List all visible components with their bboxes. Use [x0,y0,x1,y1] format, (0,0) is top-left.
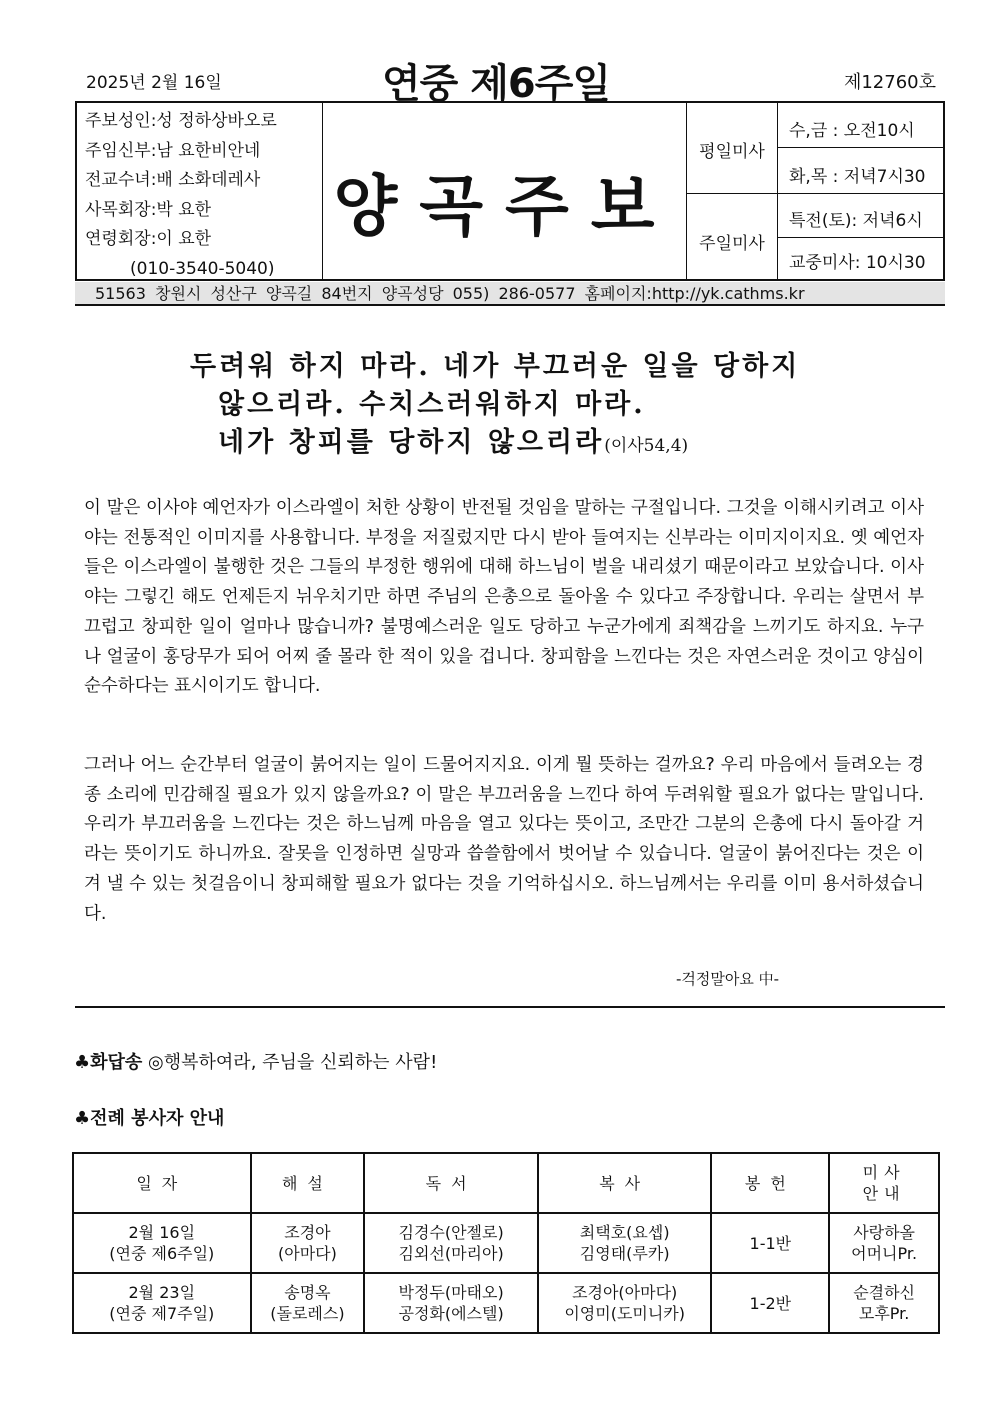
col-offering: 봉헌 [711,1153,829,1213]
row-commentary-sub: (아마다) [278,1244,337,1263]
staff-phone: (010-3540-5040) [130,258,275,279]
duty-title: ♣전례 봉사자 안내 [74,1108,225,1129]
row-date-sub: (연중 제6주일) [109,1244,215,1263]
row-server-1: 조경아(아마다) [572,1283,678,1302]
row-reader-1: 김경수(안젤로) [398,1223,504,1242]
row-reader-2: 김외선(마리아) [398,1244,504,1263]
col-reader: 독서 [364,1153,538,1213]
row-date: 2월 16일 [128,1223,196,1242]
staff-council-chair: 사목회장:박 요한 [85,199,212,220]
row-commentary-sub: (돌로레스) [270,1304,345,1323]
col-server: 복사 [538,1153,712,1213]
psalm-label: ♣화답송 [74,1052,143,1073]
staff-pastor: 주임신부:남 요한비안네 [85,140,261,161]
address-bar [75,282,945,306]
row-usher-1: 사랑하올 [853,1223,916,1242]
verse-line-2: 않으리라. 수치스러워하지 마라. [218,389,646,420]
row-offering: 1-2반 [711,1273,829,1333]
masthead-box [75,101,945,281]
article-source: -걱정말아요 中- [676,970,780,988]
sunday-mass-time-2: 교중미사: 10시30 [789,253,926,273]
row-usher-2: 어머니Pr. [851,1244,918,1263]
col-commentary: 해설 [251,1153,365,1213]
staff-patron: 주보성인:성 정하상바오로 [85,111,277,131]
divider [777,103,778,279]
duty-section-title [74,1104,224,1130]
psalm-text: ◎행복하여라, 주님을 신뢰하는 사람! [148,1052,438,1073]
divider [686,193,943,194]
table-row [73,1213,939,1273]
psalm-section [74,1048,437,1074]
verse-line-1: 두려워 하지 마라. 네가 부끄러운 일을 당하지 [190,351,801,382]
row-server-2: 김영태(루카) [579,1244,670,1263]
divider [777,237,943,238]
col-date: 일자 [73,1153,251,1213]
duty-table [72,1152,940,1334]
page-title: 연중 제6주일 [382,61,610,107]
scripture-verse [190,348,800,465]
weekday-mass-time-1: 수,금 : 오전10시 [789,121,915,141]
sunday-mass-time-1: 특전(토): 저녁6시 [789,211,923,231]
staff-list [85,107,277,284]
table-header-row [73,1153,939,1213]
article-paragraph-2: 그러나 어느 순간부터 얼굴이 붉어지는 일이 드물어지지요. 이게 뭘 뜻하는 걸까요? 우리 마음에서 들려오는 경종 소리에 민감해질 필요가 있지 않을까요? 이 말은 부끄러움을 느낀다 하여 두려워할 필요가 없다는 말입니다. 우리가 부끄러움을 느낀다는 것은 하느님께 마음을 열고 있다는 뜻이고, 조만간 그분의 은총에 다시 돌아갈 거라는 뜻이기도 하니까요. 잘못을 인정하면 실망과 씁쓸함에서 벗어날 수 있습니다. 얼굴이 붉어진다는 것은 이겨 낼 수 있는 첫걸음이니 창피해할 필요가 없다는 것을 기억하십시오. 하느님께서는 우리를 이미 용서하셨습니다. [84,755,924,924]
address-text: 51563 창원시 성산구 양곡길 84번지 양곡성당 055) 286-0577 홈페이지:http://yk.cathms.kr [95,284,805,303]
row-server-1: 최택호(요셉) [579,1223,670,1242]
section-divider [75,1006,945,1008]
divider [777,147,943,148]
row-usher-2: 모후Pr. [858,1304,910,1323]
row-offering: 1-1반 [711,1213,829,1273]
verse-reference: (이사54,4) [604,436,689,456]
row-commentary: 조경아 [284,1223,331,1242]
col-usher: 미사 안내 [829,1153,939,1213]
staff-sister: 전교수녀:배 소화데레사 [85,170,261,190]
table-row [73,1273,939,1333]
bulletin-date: 2025년 2월 16일 [86,73,222,93]
row-reader-2: 공정화(에스텔) [398,1304,504,1323]
weekday-mass-label: 평일미사 [699,142,765,162]
sunday-mass-label: 주일미사 [699,234,765,254]
row-date-sub: (연중 제7주일) [109,1304,215,1323]
issue-number: 제12760호 [843,72,936,93]
row-date: 2월 23일 [128,1283,196,1302]
bulletin-name: 양곡주보 [333,168,677,245]
staff-funeral-chair: 연령회장:이 요한 [85,229,212,249]
row-usher-1: 순결하신 [853,1283,916,1302]
weekday-mass-time-2: 화,목 : 저녁7시30 [789,167,926,187]
row-reader-1: 박정두(마태오) [398,1283,504,1302]
verse-line-3: 네가 창피를 당하지 않으리라 [218,427,605,458]
row-server-2: 이영미(도미니카) [564,1304,686,1323]
article-paragraph-1: 이 말은 이사야 예언자가 이스라엘이 처한 상황이 반전될 것임을 말하는 구절입니다. 그것을 이해시키려고 이사야는 전통적인 이미지를 사용합니다. 부정을 저질렀지만 다시 받아 들여지는 신부라는 이미지이지요. 옛 예언자들은 이스라엘이 불행한 것은 그들의 부정한 행위에 대해 하느님이 벌을 내리셨기 때문이라고 보았습니다. 이사야는 그렇긴 해도 언제든지 뉘우치기만 하면 주님의 은총으로 돌아올 수 있다고 주장합니다. 우리는 살면서 부끄럽고 창피한 일이 얼마나 많습니까? 불명예스러운 일도 당하고 누군가에게 죄책감을 느끼기도 하지요. 누구나 얼굴이 홍당무가 되어 어찌 줄 몰라 한 적이 있을 겁니다. 창피함을 느낀다는 것은 자연스러운 것이고 양심이 순수하다는 표시이기도 합니다. [84,498,924,697]
row-commentary: 송명옥 [284,1283,331,1302]
